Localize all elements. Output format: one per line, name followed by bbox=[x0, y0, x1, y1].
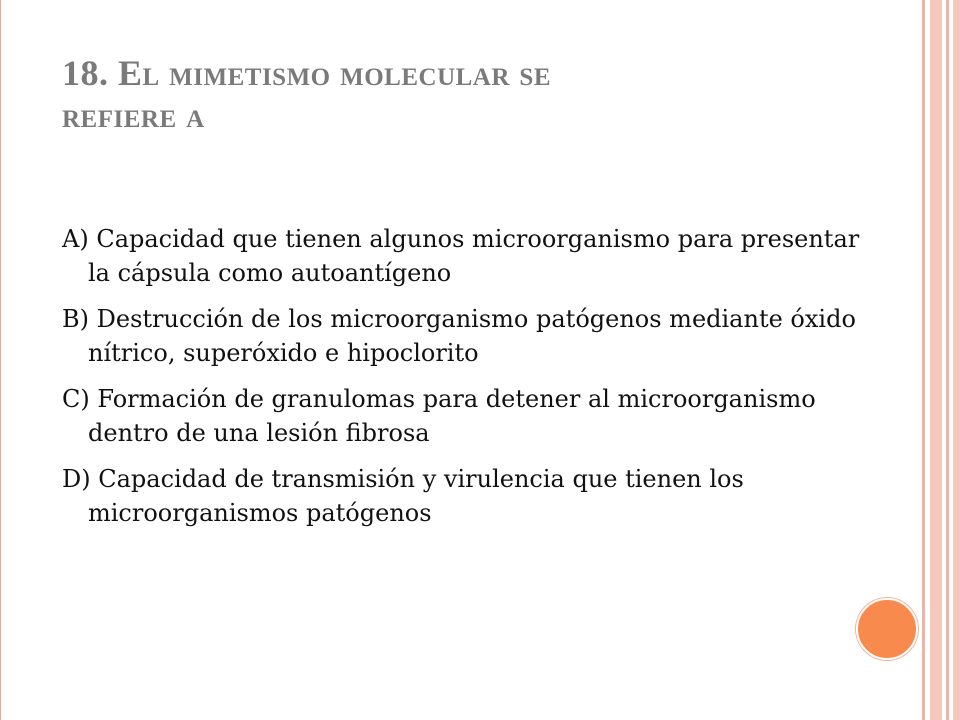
stripe bbox=[930, 0, 942, 720]
stripe bbox=[953, 0, 960, 720]
option-a: A) Capacidad que tienen algunos microorganismo para presentar la cápsula como autoantígeno bbox=[62, 225, 860, 287]
stripe bbox=[922, 0, 925, 720]
option-c: C) Formación de granulomas para detener al microorganismo dentro de una lesión fibrosa bbox=[62, 385, 816, 447]
slide-title bbox=[62, 52, 862, 137]
answer-options bbox=[62, 222, 882, 542]
decorative-circle bbox=[856, 598, 918, 660]
option-d: D) Capacidad de transmisión y virulencia que tienen los microorganismos patógenos bbox=[62, 465, 744, 527]
slide-title-line-1: 18. El mimetismo molecular se bbox=[62, 53, 551, 93]
stripe bbox=[946, 0, 949, 720]
slide-title-line-2: refiere a bbox=[62, 95, 205, 136]
option-b: B) Destrucción de los microorganismo patógenos mediante óxido nítrico, superóxido e hipoclorito bbox=[62, 305, 856, 367]
